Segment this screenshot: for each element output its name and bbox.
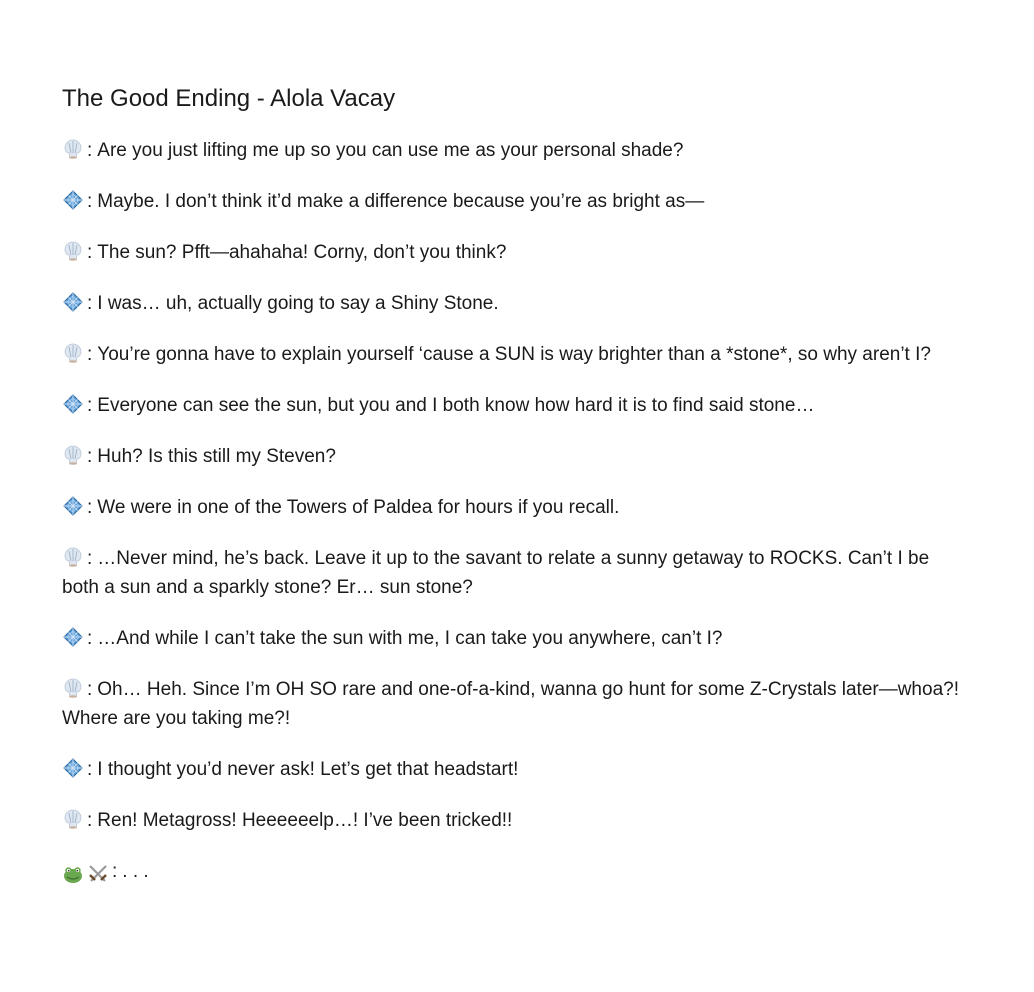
dialogue-text: Ren! Metagross! Heeeeeelp…! I’ve been tricked!! bbox=[97, 810, 513, 831]
diamond-icon bbox=[62, 189, 84, 211]
final-line-text: . . . bbox=[122, 861, 149, 882]
dialogue-text: Maybe. I don’t think it’d make a difference because you’re as bright as— bbox=[97, 191, 705, 212]
shell-icon bbox=[62, 240, 84, 262]
dialogue-line bbox=[62, 806, 962, 835]
speaker-separator: : bbox=[87, 344, 93, 365]
speaker-separator: : bbox=[87, 628, 93, 649]
shell-icon bbox=[62, 444, 84, 466]
dialogue-text: The sun? Pfft—ahahaha! Corny, don’t you think? bbox=[97, 242, 507, 263]
frog-icon bbox=[62, 863, 84, 885]
dialogue-text: Everyone can see the sun, but you and I both know how hard it is to find said stone… bbox=[97, 395, 815, 416]
diamond-icon bbox=[62, 626, 84, 648]
diamond-icon bbox=[62, 291, 84, 313]
diamond-icon bbox=[62, 393, 84, 415]
dialogue-text: Are you just lifting me up so you can use me as your personal shade? bbox=[97, 140, 684, 161]
dialogue-line bbox=[62, 442, 962, 471]
shell-icon bbox=[62, 808, 84, 830]
dialogue-line bbox=[62, 624, 962, 653]
dialogue-text: I was… uh, actually going to say a Shiny Stone. bbox=[97, 293, 499, 314]
dialogue-line bbox=[62, 238, 962, 267]
dialogue-text: We were in one of the Towers of Paldea for hours if you recall. bbox=[97, 497, 620, 518]
speaker-separator: : bbox=[87, 191, 93, 212]
speaker-separator: : bbox=[87, 242, 93, 263]
speaker-separator: : bbox=[87, 548, 93, 569]
speaker-separator: : bbox=[87, 140, 93, 161]
shell-icon bbox=[62, 138, 84, 160]
dialogue-line bbox=[62, 289, 962, 318]
speaker-separator: : bbox=[87, 497, 93, 518]
dialogue-text: Huh? Is this still my Steven? bbox=[97, 446, 336, 467]
dialogue-line bbox=[62, 675, 962, 733]
document-title: The Good Ending - Alola Vacay bbox=[62, 85, 396, 112]
dialogue-text: I thought you’d never ask! Let’s get that headstart! bbox=[97, 759, 519, 780]
dialogue-text: You’re gonna have to explain yourself ‘cause a SUN is way brighter than a *stone*, so why aren’t I? bbox=[97, 344, 931, 365]
dialogue-text: …And while I can’t take the sun with me, I can take you anywhere, can’t I? bbox=[97, 628, 723, 649]
speaker-separator: : bbox=[87, 293, 93, 314]
speaker-separator: : bbox=[87, 810, 93, 831]
dialogue-line bbox=[62, 391, 962, 420]
dialogue-line bbox=[62, 187, 962, 216]
dialogue-list bbox=[62, 136, 962, 835]
speaker-separator: : bbox=[87, 759, 93, 780]
speaker-separator: : bbox=[87, 446, 93, 467]
shell-icon bbox=[62, 677, 84, 699]
shell-icon bbox=[62, 342, 84, 364]
dialogue-line bbox=[62, 755, 962, 784]
dialogue-line bbox=[62, 340, 962, 369]
diamond-icon bbox=[62, 495, 84, 517]
speaker-separator: : bbox=[112, 861, 118, 882]
speaker-separator: : bbox=[87, 679, 93, 700]
final-dialogue-line bbox=[62, 857, 962, 890]
dialogue-line bbox=[62, 136, 962, 165]
diamond-icon bbox=[62, 757, 84, 779]
dialogue-line bbox=[62, 544, 962, 602]
document bbox=[62, 84, 962, 912]
dialogue-line bbox=[62, 493, 962, 522]
dialogue-text: …Never mind, he’s back. Leave it up to the savant to relate a sunny getaway to ROCKS. Can’t I be both a sun and a sparkly stone? Er… sun stone? bbox=[62, 548, 930, 598]
dialogue-text: Oh… Heh. Since I’m OH SO rare and one-of-a-kind, wanna go hunt for some Z-Crystals later—whoa?! Where are you taking me?! bbox=[62, 679, 959, 729]
shell-icon bbox=[62, 546, 84, 568]
speaker-separator: : bbox=[87, 395, 93, 416]
crossed-swords-icon bbox=[87, 863, 109, 885]
